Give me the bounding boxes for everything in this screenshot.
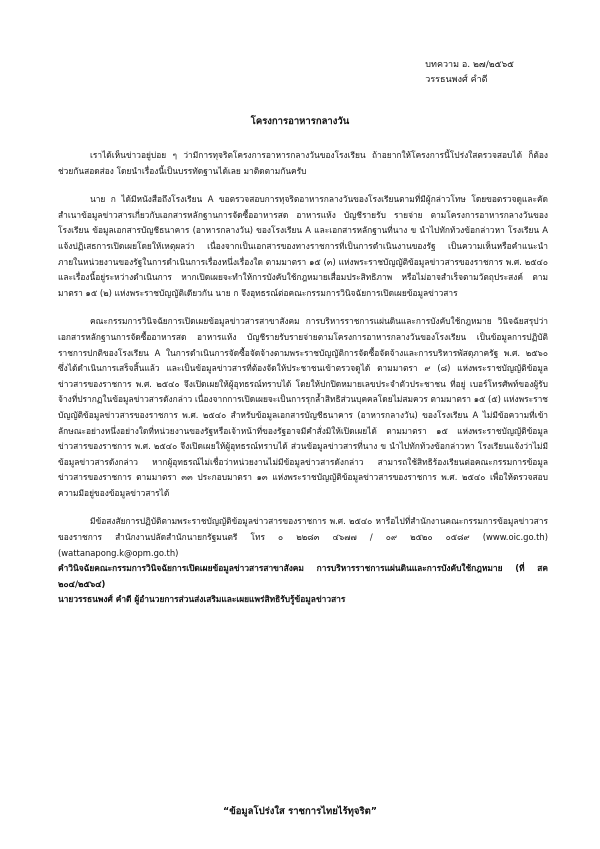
article-author: วรรธนพงศ์ คำดี <box>425 75 488 85</box>
article-title: โครงการอาหารกลางวัน <box>250 116 350 127</box>
article-body <box>58 148 548 608</box>
paragraph-contact: มีข้อสงสัยการปฏิบัติตามพระราชบัญญัติข้อมูลข่าวสารของราชการ พ.ศ. ๒๕๔๐ หารือไปที่สำนักงานคณะกรรมการข้อมูลข่าวสารของราชการ สำนักงานปลัดสำนักนายกรัฐมนตรี โทร ๐ ๒๒๘๓ ๔๖๗๗ / ๐๙ ๒๕๒๐ ๐๕๘๙ (www.oic.go.th) (wattanapong.k@opm.go.th) <box>58 516 548 558</box>
slogan: “ข้อมูลโปร่งใส ราชการไทยไร้ทุจริต” <box>222 806 378 817</box>
paragraph-decision: คณะกรรมการวินิจฉัยการเปิดเผยข้อมูลข่าวสารสาขาสังคม การบริหารราชการแผ่นดินและการบังคับใช้กฎหมาย วินิจฉัยสรุปว่า เอกสารหลักฐานการจัดซื้ออาหารสด อาหารแห้ง บัญชีรายรับรายจ่ายตามโครงการอาหารกลางวันของโรงเรียน เป็นข้อมูลการปฏิบัติราชการปกติของโรงเรียน A ในการดำเนินการจัดซื้อจัดจ้างตามพระราชบัญญัติการจัดซื้อจัดจ้างและการบริหารพัสดุภาครัฐ พ.ศ. ๒๕๖๐ ซึ่งได้ดำเนินการเสร็จสิ้นแล้ว และเป็นข้อมูลข่าวสารที่ต้องจัดให้ประชาชนเข้าตรวจดูได้ ตามมาตรา ๙ (๘) แห่งพระราชบัญญัติข้อมูลข่าวสารของราชการ พ.ศ. ๒๕๔๐ จึงเปิดเผยให้ผู้อุทธรณ์ทราบได้ โดยให้ปกปิดหมายเลขประจำตัวประชาชน ที่อยู่ เบอร์โทรศัพท์ของผู้รับจ้างที่ปรากฏในข้อมูลข่าวสารดังกล่าว เนื่องจากการเปิดเผยจะเป็นการรุกล้ำสิทธิส่วนบุคคลโดยไม่สมควร ตามมาตรา ๑๕ (๕) แห่งพระราชบัญญัติข้อมูลข่าวสารของราชการ พ.ศ. ๒๕๔๐ สำหรับข้อมูลเอกสารบัญชีธนาคาร (อาหารกลางวัน) ของโรงเรียน A ไม่มีข้อความที่เข้าลักษณะอย่างหนึ่งอย่างใดที่หน่วยงานของรัฐหรือเจ้าหน้าที่ของรัฐอาจมีคำสั่งมิให้เปิดเผยได้ ตามมาตรา ๑๕ แห่งพระราชบัญญัติข้อมูลข่าวสารของราชการ พ.ศ. ๒๕๔๐ จึงเปิดเผยให้ผู้อุทธรณ์ทราบได้ ส่วนข้อมูลข่าวสารที่นาง ข นำไปทักท้วงข้อกล่าวหา โรงเรียนแจ้งว่าไม่มีข้อมูลข่าวสารดังกล่าว หากผู้อุทธรณ์ไม่เชื่อว่าหน่วยงานไม่มีข้อมูลข่าวสารดังกล่าว สามารถใช้สิทธิร้องเรียนต่อคณะกรรมการข้อมูลข่าวสารของราชการ ตามมาตรา ๓๓ ประกอบมาตรา ๑๓ แห่งพระราชบัญญัติข้อมูลข่าวสารของราชการ พ.ศ. ๒๕๔๐ เพื่อให้ตรวจสอบความมีอยู่ของข้อมูลข่าวสารได้ <box>58 316 548 498</box>
paragraph-intro: เราได้เห็นข่าวอยู่บ่อย ๆ ว่ามีการทุจริตโครงการอาหารกลางวันของโรงเรียน ถ้าอยากให้โครงการนี้โปร่งใสตรวจสอบได้ ก็ต้องช่วยกันสอดส่อง โดยนำเรื่องนี้เป็นบรรทัดฐานได้เลย มาติดตามกันครับ <box>58 150 548 176</box>
article-header <box>425 58 514 88</box>
decision-reference: คำวินิจฉัยคณะกรรมการวินิจฉัยการเปิดเผยข้อมูลข่าวสารสาขาสังคม การบริหารราชการแผ่นดินและการบังคับใช้กฎหมาย (ที่ สค ๒๐๔/๒๕๖๔) <box>58 563 548 589</box>
author-signature: นายวรรธนพงศ์ คำดี ผู้อำนวยการส่วนส่งเสริมและเผยแพร่สิทธิรับรู้ข้อมูลข่าวสาร <box>58 594 346 605</box>
article-number: บทความ อ. ๒๗/๒๕๖๕ <box>425 60 514 70</box>
paragraph-case: นาย ก ได้มีหนังสือถึงโรงเรียน A ขอตรวจสอบการทุจริตอาหารกลางวันของโรงเรียนตามที่มีผู้กล่าวโทษ โดยขอตรวจดูและคัดสำเนาข้อมูลข่าวสารเกี่ยวกับเอกสารหลักฐานการจัดซื้ออาหารสด อาหารแห้ง บัญชีรายรับ รายจ่าย ตามโครงการอาหารกลางวันของโรงเรียน ข้อมูลเอกสารบัญชีธนาคาร (อาหารกลางวัน) ของโรงเรียน A และเอกสารหลักฐานที่นาง ข นำไปทักท้วงข้อกล่าวหา โรงเรียน A แจ้งปฏิเสธการเปิดเผยโดยให้เหตุผลว่า เนื่องจากเป็นเอกสารของทางราชการที่เป็นการดำเนินงานของรัฐ เป็นความเห็นหรือคำแนะนำภายในหน่วยงานของรัฐในการดำเนินการเรื่องหนึ่งเรื่องใด ตามมาตรา ๑๕ (๓) แห่งพระราชบัญญัติข้อมูลข่าวสารของราชการ พ.ศ. ๒๕๔๐ และเรื่องนี้อยู่ระหว่างดำเนินการ หากเปิดเผยจะทำให้การบังคับใช้กฎหมายเสื่อมประสิทธิภาพ หรือไม่อาจสำเร็จตามวัตถุประสงค์ ตามมาตรา ๑๕ (๒) แห่งพระราชบัญญัติเดียวกัน นาย ก จึงอุทธรณ์ต่อคณะกรรมการวินิจฉัยการเปิดเผยข้อมูลข่าวสาร <box>58 194 548 298</box>
